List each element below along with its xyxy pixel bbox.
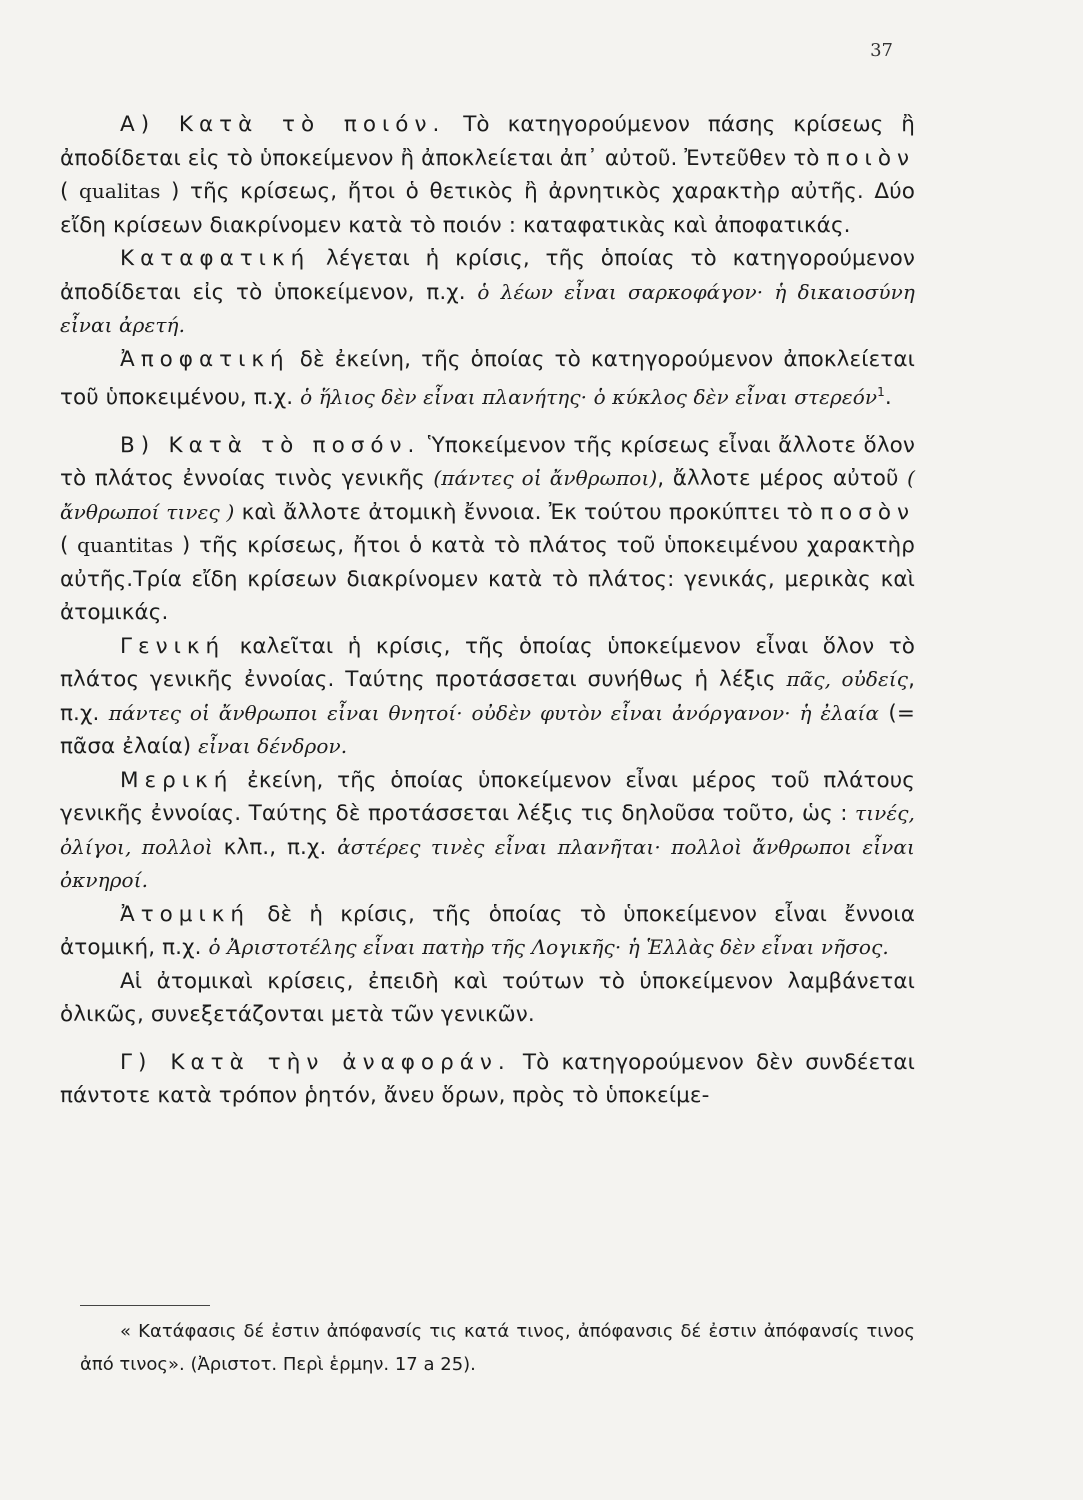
footnote-ref: 1 <box>877 385 885 399</box>
term-negative: Ἀποφατική <box>120 346 290 372</box>
section-b-heading: Β) Κατὰ τὸ ποσόν. <box>120 432 421 458</box>
singular-note: Αἱ ἀτομικαὶ κρίσεις, ἐπειδὴ καὶ τούτων τὸ ὑποκείμενον λαμβάνεται ὁλικῶς, συνεξετάζονται μετὰ τῶν γενικῶν. <box>60 968 915 1028</box>
section-c-intro: Γ) Κατὰ τὴν ἀναφοράν. Τὸ κατηγορούμενον δὲν συνδέεται πάντοτε κατὰ τρόπον ῥητόν, ἄνευ ὅρων, πρὸς τὸ ὑποκείμε- <box>60 1049 915 1109</box>
term-singular: Ἀτομική <box>120 901 251 927</box>
term-general: Γενική <box>120 633 226 659</box>
negative-definition: Ἀποφατική δὲ ἐκείνη, τῆς ὁποίας τὸ κατηγορούμενον ἀποκλείεται τοῦ ὑποκειμένου, π.χ. ὁ ἥλιος δὲν εἶναι πλανήτης· ὁ κύκλος δὲν εἶναι στερεόν$^1$. <box>60 346 915 411</box>
term-particular: Μερική <box>120 767 234 793</box>
general-definition: Γενική καλεῖται ἡ κρίσις, τῆς ὁποίας ὑποκείμενον εἶναι ὅλον τὸ πλάτος γενικῆς ἐννοίας. Ταύτης προτάσσεται συνήθως ἡ λέξις πᾶς, οὐδείς, π.χ. πάντες οἱ ἄνθρωποι εἶναι θνητοί· οὐδὲν φυτὸν εἶναι ἀνόργανον· ἡ ἐλαία (= πᾶσα ἐλαία) εἶναι δένδρον. <box>60 633 915 760</box>
affirmative-definition: Καταφατική λέγεται ἡ κρίσις, τῆς ὁποίας τὸ κατηγορούμενον ἀποδίδεται εἰς τὸ ὑποκείμενον, π.χ. ὁ λέων εἶναι σαρκοφάγον· ἡ δικαιοσύνη εἶναι ἀρετή. <box>60 246 915 337</box>
page-number: 37 <box>870 40 893 61</box>
section-c-heading: Γ) Κατὰ τὴν ἀναφοράν. <box>120 1049 511 1075</box>
footnote: « Κατάφασις δέ ἐστιν ἀπόφανσίς τις κατά τινος, ἀπόφανσις δέ ἐστιν ἀπόφανσίς τινος ἀπό τινος». (Ἀριστοτ. Περὶ ἑρμην. 17 a 25). <box>80 1321 915 1375</box>
body-text <box>60 108 915 1113</box>
section-b-intro: Β) Κατὰ τὸ ποσόν. Ὑποκείμενον τῆς κρίσεως εἶναι ἄλλοτε ὅλον τὸ πλάτος ἐννοίας τινὸς γενικῆς (πάντες οἱ ἄνθρωποι), ἄλλοτε μέρος αὐτοῦ ( ἄνθρωποί τινες ) καὶ ἄλλοτε ἀτομικὴ ἔννοια. Ἐκ τούτου προκύπτει τὸ ποσὸν ( quantitas ) τῆς κρίσεως, ἤτοι ὁ κατὰ τὸ πλάτος τοῦ ὑποκειμένου χαρακτὴρ αὐτῆς.Τρία εἴδη κρίσεων διακρίνομεν κατὰ τὸ πλάτος: γενικάς, μερικὰς καὶ ἀτομικάς. <box>60 432 916 626</box>
term-affirmative: Καταφατική <box>120 246 311 271</box>
section-a-intro: Α) Κατὰ τὸ ποιόν. Τὸ κατηγορούμενον πάσης κρίσεως ἢ ἀποδίδεται εἰς τὸ ὑποκείμενον ἢ ἀποκλείεται ἀπ᾽ αὐτοῦ. Ἐντεῦθεν τὸ ποιὸν ( qualitas ) τῆς κρίσεως, ἤτοι ὁ θετικὸς ἢ ἀρνητικὸς χαρακτὴρ αὐτῆς. Δύο εἴδη κρίσεων διακρίνομεν κατὰ τὸ ποιόν : καταφατικὰς καὶ ἀποφατικάς. <box>60 112 916 238</box>
section-a-heading: Α) Κατὰ τὸ ποιόν. <box>120 112 446 137</box>
footnote-divider <box>80 1305 210 1306</box>
singular-definition: Ἀτομική δὲ ἡ κρίσις, τῆς ὁποίας τὸ ὑποκείμενον εἶναι ἔννοια ἀτομική, π.χ. ὁ Ἀριστοτέλης εἶναι πατὴρ τῆς Λογικῆς· ἡ Ἑλλὰς δὲν εἶναι νῆσος. <box>60 901 915 961</box>
particular-definition: Μερική ἐκείνη, τῆς ὁποίας ὑποκείμενον εἶναι μέρος τοῦ πλάτους γενικῆς ἐννοίας. Ταύτης δὲ προτάσσεται λέξις τις δηλοῦσα τοῦτο, ὡς : τινές, ὀλίγοι, πολλοὶ κλπ., π.χ. ἀστέρες τινὲς εἶναι πλανῆται· πολλοὶ ἄνθρωποι εἶναι ὀκνηροί. <box>60 767 915 893</box>
